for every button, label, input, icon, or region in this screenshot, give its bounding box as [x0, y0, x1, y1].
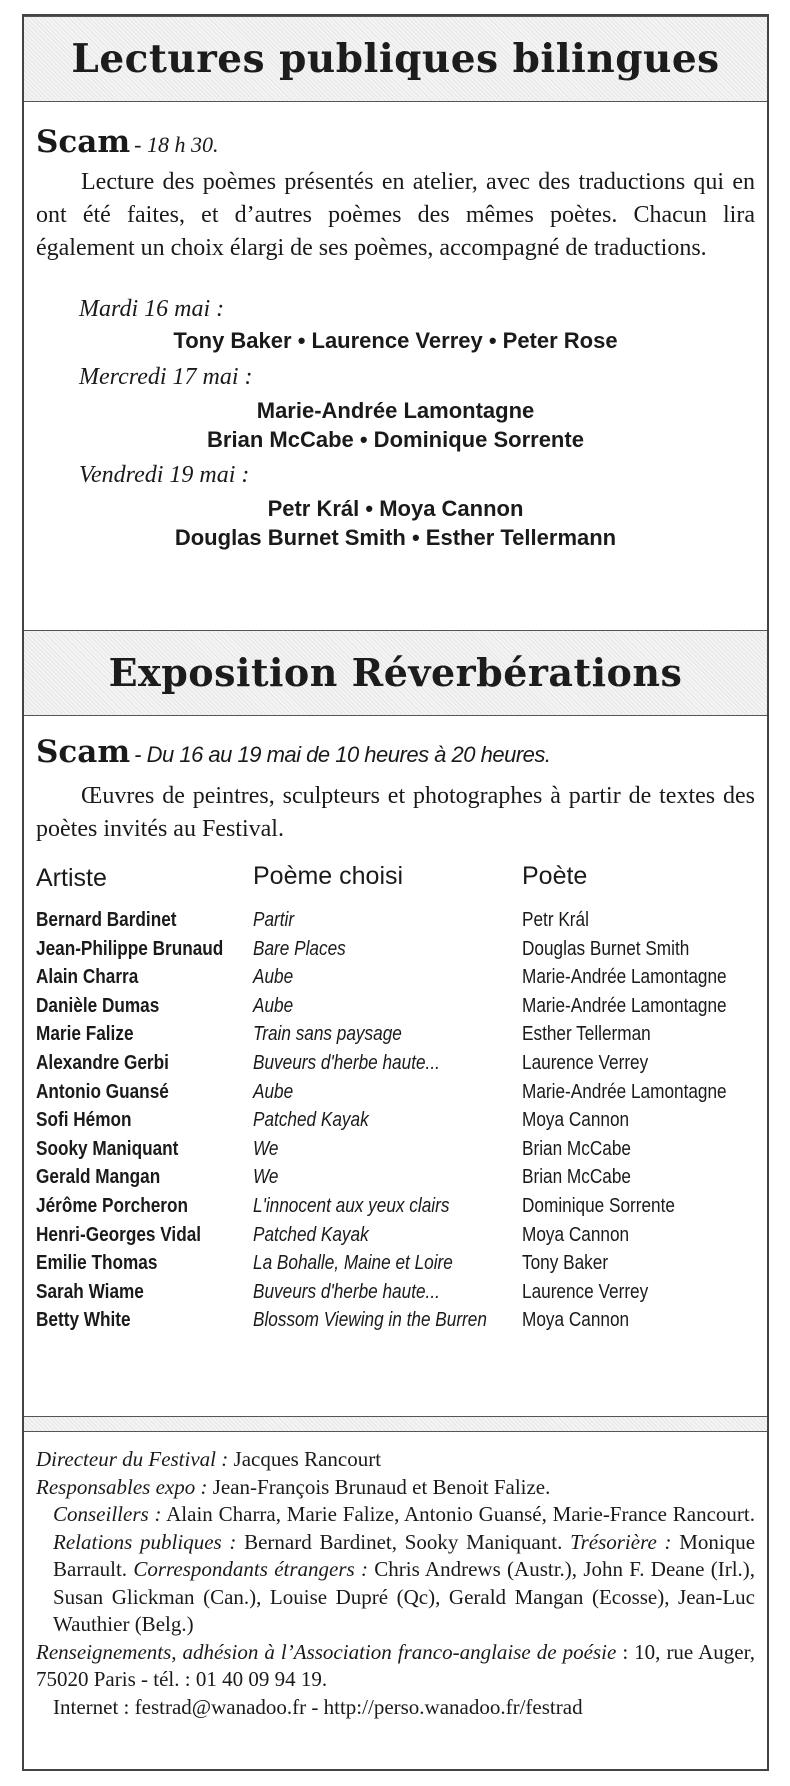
section2-description: Œuvres de peintres, sculpteurs et photographes à partir de textes des poètes invités au Festival. [36, 783, 755, 842]
treasurer-name: Monique Barrault. [53, 1529, 756, 1581]
expo-label: Responsables expo : [36, 1474, 208, 1499]
poem-title: Patched Kayak [253, 1109, 369, 1132]
info-label: Renseignements, adhésion à l’Association franco-anglaise de poésie [36, 1639, 617, 1664]
director-name: Jacques Rancourt [233, 1447, 382, 1471]
column-header-artist: Artiste [36, 864, 107, 892]
artist-name: Jean-Philippe Brunaud [36, 937, 224, 960]
poem-title: L'innocent aux yeux clairs [253, 1195, 450, 1217]
artist-name: Antonio Guansé [36, 1080, 169, 1103]
poem-title: Blossom Viewing in the Burren [253, 1309, 487, 1332]
footer-divider [24, 1416, 767, 1432]
artist-name: Henri-Georges Vidal [36, 1223, 202, 1246]
director-label: Directeur du Festival : [36, 1447, 229, 1471]
column-header-poet: Poète [522, 862, 588, 890]
poem-title: Buveurs d'herbe haute... [253, 1052, 440, 1074]
expo-names: Jean-François Brunaud et Benoit Falize. [212, 1474, 551, 1499]
section1-venue: Scam [36, 124, 131, 160]
poet-name: Marie-Andrée Lamontagne [522, 994, 727, 1017]
poem-title: Bare Places [253, 937, 346, 960]
treasurer-label: Trésorière : [570, 1529, 672, 1554]
foreign-label: Correspondants étrangers : [133, 1557, 368, 1581]
poet-name: Laurence Verrey [522, 1052, 649, 1074]
artist-name: Jérôme Porcheron [36, 1195, 188, 1217]
artist-name: Danièle Dumas [36, 994, 160, 1017]
foreign-names: Chris Andrews (Austr.), John F. Deane (Irl.), Susan Glickman (Can.), Louise Dupré (Qc), Gerald Mangan (Ecosse), Jean-Luc Wauthier (Belg.) [53, 1557, 756, 1636]
artist-name: Gerald Mangan [36, 1166, 161, 1189]
poet-name: Esther Tellerman [522, 1023, 651, 1046]
section1-time: - 18 h 30. [134, 132, 219, 157]
footer-credits [36, 1446, 755, 1721]
poem-title: Aube [253, 1080, 294, 1103]
pr-names: Bernard Bardinet, Sooky Maniquant. [244, 1529, 563, 1554]
artist-name: Betty White [36, 1309, 131, 1332]
artist-name: Alexandre Gerbi [36, 1052, 169, 1074]
poem-title: Patched Kayak [253, 1223, 369, 1246]
poet-name: Moya Cannon [522, 1309, 630, 1332]
day-label-3: Vendredi 19 mai : [79, 462, 250, 488]
section1-venue-line [36, 124, 218, 160]
poet-name: Brian McCabe [522, 1137, 631, 1160]
info-internet: Internet : festrad@wanadoo.fr - http://perso.wanadoo.fr/festrad [53, 1694, 583, 1719]
artist-name: Sarah Wiame [36, 1280, 144, 1303]
poet-name: Petr Král [522, 909, 589, 931]
info-address: : 10, rue Auger, 75020 Paris - tél. : 01 40 09 94 19. [36, 1639, 756, 1691]
section2-header [24, 630, 767, 716]
poet-name: Laurence Verrey [522, 1280, 649, 1303]
page-frame [22, 14, 769, 1771]
day-label-2: Mercredi 17 mai : [79, 364, 253, 390]
day-3-readers-line2: Douglas Burnet Smith • Esther Tellermann [174, 525, 617, 550]
section2-title: Exposition Réverbérations [108, 650, 683, 695]
poet-name: Marie-Andrée Lamontagne [522, 1080, 727, 1103]
poet-name: Moya Cannon [522, 1109, 630, 1132]
day-label-1: Mardi 16 mai : [79, 296, 225, 322]
poet-name: Moya Cannon [522, 1223, 630, 1246]
artist-name: Marie Falize [36, 1023, 134, 1046]
poet-name: Douglas Burnet Smith [522, 937, 690, 960]
poem-title: Partir [253, 909, 295, 931]
artist-name: Alain Charra [36, 966, 139, 989]
section2-venue: Scam [36, 734, 131, 770]
advisers-label: Conseillers : [53, 1502, 162, 1526]
poem-title: La Bohalle, Maine et Loire [253, 1252, 453, 1275]
artist-name: Sooky Maniquant [36, 1137, 179, 1160]
poem-title: Buveurs d'herbe haute... [253, 1280, 440, 1303]
pr-label: Relations publiques : [53, 1529, 237, 1554]
poet-name: Marie-Andrée Lamontagne [522, 966, 727, 989]
artist-name: Bernard Bardinet [36, 909, 177, 931]
section2-venue-line [36, 734, 551, 770]
poem-title: Aube [253, 994, 294, 1017]
column-header-poem: Poème choisi [253, 862, 404, 890]
poet-name: Dominique Sorrente [522, 1195, 675, 1217]
section2-time: - Du 16 au 19 mai de 10 heures à 20 heures. [134, 742, 551, 767]
poem-title: Aube [253, 966, 294, 989]
poem-title: We [253, 1166, 279, 1189]
section1-title: Lectures publiques bilingues [71, 36, 720, 82]
advisers-names: Alain Charra, Marie Falize, Antonio Guansé, Marie-France Rancourt. [166, 1502, 755, 1526]
section1-header [24, 16, 767, 102]
artist-name: Sofi Hémon [36, 1109, 132, 1132]
poem-title: We [253, 1137, 279, 1160]
poem-title: Train sans paysage [253, 1023, 402, 1046]
artist-name: Emilie Thomas [36, 1252, 158, 1275]
day-1-readers: Tony Baker • Laurence Verrey • Peter Rose [173, 328, 618, 353]
day-3-readers-line1: Petr Král • Moya Cannon [267, 496, 524, 521]
section1-description: Lecture des poèmes présentés en atelier, avec des traductions qui en ont été faites, et d’autres poèmes des mêmes poètes. Chacun lira également un choix élargi de ses poèmes, accompagné de traductions. [36, 169, 755, 261]
poet-name: Brian McCabe [522, 1166, 631, 1189]
day-2-readers-line2: Brian McCabe • Dominique Sorrente [207, 427, 584, 452]
poet-name: Tony Baker [522, 1252, 609, 1275]
day-2-readers-line1: Marie-Andrée Lamontagne [256, 398, 535, 423]
